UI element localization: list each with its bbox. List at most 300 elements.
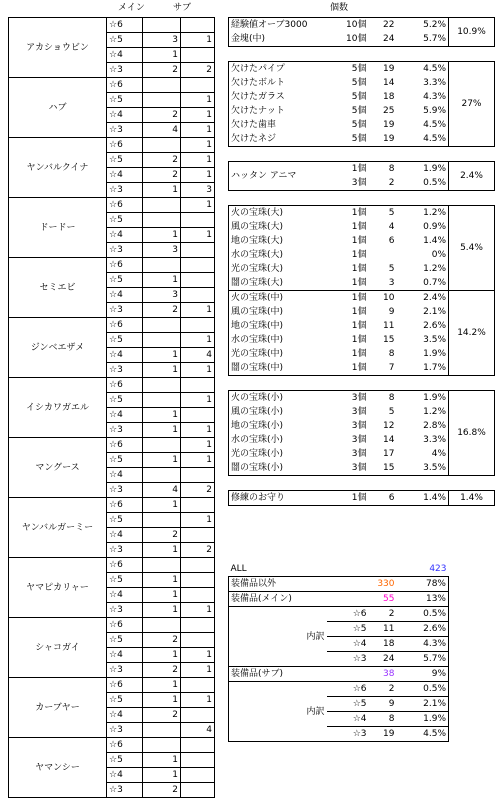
drop-table — [228, 17, 495, 506]
breakdown-percent: 1.9% — [397, 712, 449, 727]
main-count: 1 — [143, 363, 181, 378]
group-total: 27% — [449, 62, 495, 147]
star-rank: ☆6 — [107, 738, 143, 753]
item-unit: 1個 — [351, 349, 367, 359]
item-unit: 1個 — [327, 361, 369, 376]
item-count: 24 — [369, 32, 397, 47]
main-count — [143, 513, 181, 528]
main-count — [143, 93, 181, 108]
main-count — [143, 378, 181, 393]
monster-name: ジンベエザメ — [9, 318, 107, 378]
count-column-header: 個数 — [330, 3, 349, 13]
main-count: 3 — [143, 33, 181, 48]
star-rank: ☆3 — [107, 423, 143, 438]
item-name: 火の宝珠(中) — [229, 291, 327, 306]
item-percent: 3.5% — [397, 461, 449, 476]
item-name: ハッタン アニマ — [229, 162, 327, 191]
sub-count — [181, 408, 215, 423]
star-rank: ☆6 — [107, 618, 143, 633]
item-count: 22 — [369, 18, 397, 33]
star-rank: ☆5 — [107, 453, 143, 468]
item-percent: 0.5% — [397, 176, 449, 191]
item-count: 6 — [369, 491, 397, 506]
star-rank: ☆4 — [107, 288, 143, 303]
breakdown-value: 24 — [369, 652, 397, 667]
item-count: 12 — [383, 421, 395, 431]
item-unit: 5個 — [351, 106, 367, 116]
sub-count — [181, 48, 215, 63]
table-row — [9, 18, 215, 33]
table-row — [229, 162, 495, 177]
item-unit: 1個 — [327, 291, 369, 306]
star-rank: ☆3 — [107, 183, 143, 198]
main-count: 2 — [143, 633, 181, 648]
table-row — [229, 682, 449, 697]
main-equip-percent: 13% — [397, 592, 449, 607]
breakdown-percent: 0.5% — [397, 682, 449, 697]
item-unit: 1個 — [327, 206, 369, 221]
sub-count — [181, 213, 215, 228]
table-row — [229, 491, 495, 506]
item-name: 欠けたパイプ — [229, 62, 327, 77]
sub-count: 1 — [181, 33, 215, 48]
main-count: 1 — [143, 228, 181, 243]
sub-count: 1 — [181, 393, 215, 408]
breakdown-percent: 5.7% — [397, 652, 449, 667]
item-count: 18 — [383, 92, 395, 102]
star-rank: ☆6 — [107, 78, 143, 93]
sub-column-header: サブ — [173, 3, 192, 13]
main-count: 1 — [143, 648, 181, 663]
star-rank: ☆5 — [107, 273, 143, 288]
item-percent: 1.9% — [397, 347, 449, 361]
sub-count: 1 — [181, 363, 215, 378]
table-row — [9, 378, 215, 393]
item-name: 経験値オーブ3000 — [229, 18, 327, 33]
item-percent: 1.4% — [397, 234, 449, 248]
spacer-cell — [229, 191, 495, 206]
main-count: 3 — [143, 243, 181, 258]
main-count: 1 — [143, 48, 181, 63]
item-percent: 1.4% — [397, 491, 449, 506]
breakdown-value: 11 — [369, 622, 397, 637]
item-name: 欠けた歯車 — [229, 118, 327, 132]
star-rank: ☆5 — [107, 693, 143, 708]
star-rank: ☆5 — [107, 393, 143, 408]
item-unit: 1個 — [351, 236, 367, 246]
breakdown-percent: 4.3% — [397, 637, 449, 652]
breakdown-percent: 0.5% — [397, 607, 449, 622]
item-count: 6 — [388, 236, 395, 246]
monster-name: シャコガイ — [9, 618, 107, 678]
sub-count — [181, 783, 215, 798]
sub-count: 2 — [181, 63, 215, 78]
sub-count — [181, 573, 215, 588]
star-rank: ☆3 — [107, 543, 143, 558]
spacer-cell — [229, 147, 495, 162]
sub-count: 1 — [181, 648, 215, 663]
sub-count: 1 — [181, 123, 215, 138]
item-count: 2 — [369, 176, 397, 191]
main-equip-label: 装備品(メイン) — [229, 592, 369, 607]
monster-name: ヤンバルクイナ — [9, 138, 107, 198]
item-percent: 2.6% — [397, 319, 449, 333]
table-row — [229, 562, 449, 577]
monster-name: マングース — [9, 438, 107, 498]
main-count: 1 — [143, 423, 181, 438]
sub-count: 4 — [181, 723, 215, 738]
sub-count: 1 — [181, 303, 215, 318]
star-rank: ☆5 — [327, 622, 369, 637]
item-count: 4 — [388, 222, 395, 232]
item-unit: 1個 — [351, 321, 367, 331]
star-rank: ☆4 — [107, 228, 143, 243]
item-unit: 5個 — [351, 120, 367, 130]
spacer-row — [229, 147, 495, 162]
sub-equip-value: 38 — [369, 667, 397, 682]
main-count: 1 — [143, 453, 181, 468]
main-count: 2 — [143, 168, 181, 183]
star-rank: ☆6 — [107, 438, 143, 453]
item-count: 11 — [383, 321, 395, 331]
item-percent: 5.9% — [397, 104, 449, 118]
main-count: 3 — [143, 288, 181, 303]
star-rank: ☆4 — [107, 108, 143, 123]
breakdown-percent: 2.6% — [397, 622, 449, 637]
item-unit: 1個 — [327, 276, 369, 291]
item-percent: 1.7% — [397, 361, 449, 376]
sub-count — [181, 78, 215, 93]
sub-count — [181, 378, 215, 393]
spacer-cell — [327, 562, 369, 577]
monster-name: ハブ — [9, 78, 107, 138]
spacer-cell — [229, 47, 495, 62]
sub-count — [181, 468, 215, 483]
item-count: 5 — [369, 206, 397, 221]
sub-count: 1 — [181, 93, 215, 108]
item-name: 欠けたガラス — [229, 90, 327, 104]
item-percent: 3.3% — [397, 433, 449, 447]
spacer-row — [229, 476, 495, 491]
table-row — [229, 667, 449, 682]
table-row — [229, 577, 449, 592]
star-rank: ☆3 — [107, 783, 143, 798]
item-percent: 2.1% — [397, 305, 449, 319]
breakdown-value: 2 — [369, 682, 397, 697]
star-rank: ☆5 — [107, 513, 143, 528]
sub-count: 1 — [181, 333, 215, 348]
table-row — [229, 592, 449, 607]
item-percent: 5.2% — [397, 18, 449, 33]
main-count: 2 — [143, 63, 181, 78]
sub-count: 1 — [181, 438, 215, 453]
main-count — [143, 738, 181, 753]
star-rank: ☆6 — [107, 678, 143, 693]
item-unit: 1個 — [351, 264, 367, 274]
item-count: 8 — [369, 391, 397, 406]
breakdown-label: 内訳 — [229, 607, 327, 667]
table-row — [9, 198, 215, 213]
spacer-cell — [229, 376, 495, 391]
star-rank: ☆4 — [107, 648, 143, 663]
item-name: 闇の宝珠(中) — [229, 361, 327, 376]
star-rank: ☆4 — [107, 468, 143, 483]
sub-count — [181, 273, 215, 288]
main-count — [143, 198, 181, 213]
item-name: 光の宝珠(小) — [229, 447, 327, 461]
main-count: 1 — [143, 498, 181, 513]
star-rank: ☆5 — [107, 573, 143, 588]
item-count: 19 — [369, 62, 397, 77]
item-count: 10 — [369, 291, 397, 306]
star-rank: ☆5 — [107, 153, 143, 168]
table-row — [229, 391, 495, 406]
table-row — [229, 607, 449, 622]
group-total: 10.9% — [449, 18, 495, 47]
star-rank: ☆6 — [107, 138, 143, 153]
sub-count: 1 — [181, 108, 215, 123]
star-rank: ☆3 — [107, 63, 143, 78]
item-percent: 1.2% — [397, 262, 449, 276]
item-name: 光の宝珠(大) — [229, 262, 327, 276]
main-count — [143, 438, 181, 453]
item-percent: 3.3% — [397, 76, 449, 90]
table-row — [9, 318, 215, 333]
sub-count — [181, 738, 215, 753]
sub-count — [181, 258, 215, 273]
main-count — [143, 258, 181, 273]
item-percent: 0.9% — [397, 220, 449, 234]
star-rank: ☆6 — [327, 682, 369, 697]
table-row — [9, 618, 215, 633]
item-count: 25 — [383, 106, 395, 116]
main-count: 1 — [143, 273, 181, 288]
main-count — [143, 558, 181, 573]
item-count: 15 — [369, 461, 397, 476]
main-count: 1 — [143, 573, 181, 588]
group-total: 14.2% — [449, 291, 495, 376]
sub-equip-percent: 9% — [397, 667, 449, 682]
monster-name: ヤマピカリャー — [9, 558, 107, 618]
star-rank: ☆4 — [107, 588, 143, 603]
item-name: 金塊(中) — [229, 32, 327, 47]
sub-count: 3 — [181, 183, 215, 198]
table-row — [9, 138, 215, 153]
sub-count — [181, 618, 215, 633]
item-name: 地の宝珠(中) — [229, 319, 327, 333]
main-count — [143, 318, 181, 333]
item-count: 7 — [369, 361, 397, 376]
breakdown-value: 2 — [369, 607, 397, 622]
sub-count: 1 — [181, 168, 215, 183]
item-unit: 3個 — [351, 435, 367, 445]
star-rank: ☆3 — [107, 603, 143, 618]
monster-name: ドードー — [9, 198, 107, 258]
item-percent: 0% — [397, 248, 449, 262]
item-percent: 4.3% — [397, 90, 449, 104]
item-count — [369, 248, 397, 262]
sub-count — [181, 498, 215, 513]
item-name: 風の宝珠(中) — [229, 305, 327, 319]
item-percent: 1.9% — [397, 391, 449, 406]
item-name: 地の宝珠(大) — [229, 234, 327, 248]
star-rank: ☆6 — [107, 378, 143, 393]
item-unit: 10個 — [327, 32, 369, 47]
group-total: 5.4% — [449, 206, 495, 291]
star-rank: ☆4 — [107, 528, 143, 543]
item-unit: 5個 — [351, 92, 367, 102]
item-unit: 5個 — [327, 132, 369, 147]
sub-count — [181, 318, 215, 333]
sub-count — [181, 678, 215, 693]
monster-name: カーブヤー — [9, 678, 107, 738]
star-rank: ☆5 — [327, 697, 369, 712]
main-count — [143, 723, 181, 738]
spacer-row — [229, 47, 495, 62]
item-unit: 3個 — [327, 461, 369, 476]
main-count: 1 — [143, 588, 181, 603]
table-row — [229, 62, 495, 77]
table-row — [9, 738, 215, 753]
spacer-row — [229, 376, 495, 391]
item-count: 17 — [383, 449, 395, 459]
main-count: 2 — [143, 663, 181, 678]
star-rank: ☆4 — [107, 48, 143, 63]
sub-count — [181, 528, 215, 543]
item-count: 3 — [369, 276, 397, 291]
star-rank: ☆6 — [107, 258, 143, 273]
item-name: 水の宝珠(中) — [229, 333, 327, 347]
star-rank: ☆3 — [107, 363, 143, 378]
star-rank: ☆3 — [107, 723, 143, 738]
main-count: 4 — [143, 483, 181, 498]
sub-count: 1 — [181, 453, 215, 468]
item-unit: 1個 — [351, 222, 367, 232]
star-rank: ☆4 — [327, 637, 369, 652]
item-count: 5 — [388, 264, 395, 274]
group-total: 16.8% — [449, 391, 495, 476]
table-row — [229, 18, 495, 33]
star-rank: ☆6 — [107, 498, 143, 513]
main-count: 1 — [143, 183, 181, 198]
monster-name: イシカワガエル — [9, 378, 107, 438]
star-rank: ☆5 — [107, 633, 143, 648]
item-percent: 5.7% — [397, 32, 449, 47]
star-rank: ☆3 — [327, 727, 369, 742]
item-name: 欠けたナット — [229, 104, 327, 118]
monster-name: ヤマンシー — [9, 738, 107, 798]
table-row — [229, 291, 495, 306]
table-row — [9, 558, 215, 573]
item-name: 水の宝珠(大) — [229, 248, 327, 262]
item-percent: 4% — [397, 447, 449, 461]
item-unit: 10個 — [327, 18, 369, 33]
sub-count: 1 — [181, 513, 215, 528]
main-count: 2 — [143, 528, 181, 543]
main-count: 2 — [143, 708, 181, 723]
main-count: 1 — [143, 678, 181, 693]
spacer-cell — [229, 476, 495, 491]
item-percent: 4.5% — [397, 62, 449, 77]
main-count — [143, 468, 181, 483]
star-rank: ☆3 — [107, 243, 143, 258]
table-row — [9, 678, 215, 693]
sub-count — [181, 588, 215, 603]
sub-count: 2 — [181, 543, 215, 558]
main-count: 1 — [143, 768, 181, 783]
main-count: 1 — [143, 408, 181, 423]
star-rank: ☆3 — [107, 123, 143, 138]
main-equip-value: 55 — [369, 592, 397, 607]
monster-name: アカショウビン — [9, 18, 107, 78]
star-rank: ☆4 — [107, 168, 143, 183]
item-unit: 1個 — [327, 491, 369, 506]
main-count: 1 — [143, 693, 181, 708]
main-count: 1 — [143, 603, 181, 618]
star-rank: ☆3 — [327, 652, 369, 667]
group-total: 1.4% — [449, 491, 495, 506]
item-count: 15 — [383, 335, 395, 345]
breakdown-label: 内訳 — [229, 682, 327, 742]
item-percent: 1.9% — [397, 162, 449, 177]
star-rank: ☆6 — [327, 607, 369, 622]
item-name: 風の宝珠(小) — [229, 405, 327, 419]
item-count: 19 — [369, 132, 397, 147]
item-name: 闇の宝珠(小) — [229, 461, 327, 476]
item-unit: 1個 — [351, 307, 367, 317]
main-count — [143, 618, 181, 633]
main-count — [143, 393, 181, 408]
item-percent: 1.2% — [397, 206, 449, 221]
main-count: 2 — [143, 783, 181, 798]
sub-count — [181, 558, 215, 573]
sub-count: 4 — [181, 348, 215, 363]
star-rank: ☆3 — [107, 483, 143, 498]
item-name: 修練のお守り — [229, 491, 327, 506]
table-row — [9, 258, 215, 273]
sub-count: 1 — [181, 228, 215, 243]
sub-count: 1 — [181, 423, 215, 438]
item-count: 8 — [388, 349, 395, 359]
item-percent: 4.5% — [397, 132, 449, 147]
item-percent: 1.2% — [397, 405, 449, 419]
item-unit: 3個 — [351, 449, 367, 459]
item-name: 欠けたネジ — [229, 132, 327, 147]
item-percent: 3.5% — [397, 333, 449, 347]
item-percent: 2.8% — [397, 419, 449, 433]
sub-count: 1 — [181, 138, 215, 153]
star-rank: ☆6 — [107, 558, 143, 573]
table-row — [9, 78, 215, 93]
main-count: 4 — [143, 123, 181, 138]
star-rank: ☆6 — [107, 318, 143, 333]
monster-table — [8, 17, 215, 798]
item-count: 19 — [383, 120, 395, 130]
non-equip-percent: 78% — [397, 577, 449, 592]
item-unit: 3個 — [327, 176, 369, 191]
main-column-header: メイン — [118, 3, 145, 13]
main-count: 2 — [143, 303, 181, 318]
main-count — [143, 333, 181, 348]
item-count: 14 — [383, 435, 395, 445]
item-name: 地の宝珠(小) — [229, 419, 327, 433]
item-name: 水の宝珠(小) — [229, 433, 327, 447]
monster-name: セミエビ — [9, 258, 107, 318]
star-rank: ☆6 — [107, 18, 143, 33]
sub-equip-label: 装備品(サブ) — [229, 667, 369, 682]
star-rank: ☆4 — [107, 708, 143, 723]
main-count: 1 — [143, 753, 181, 768]
